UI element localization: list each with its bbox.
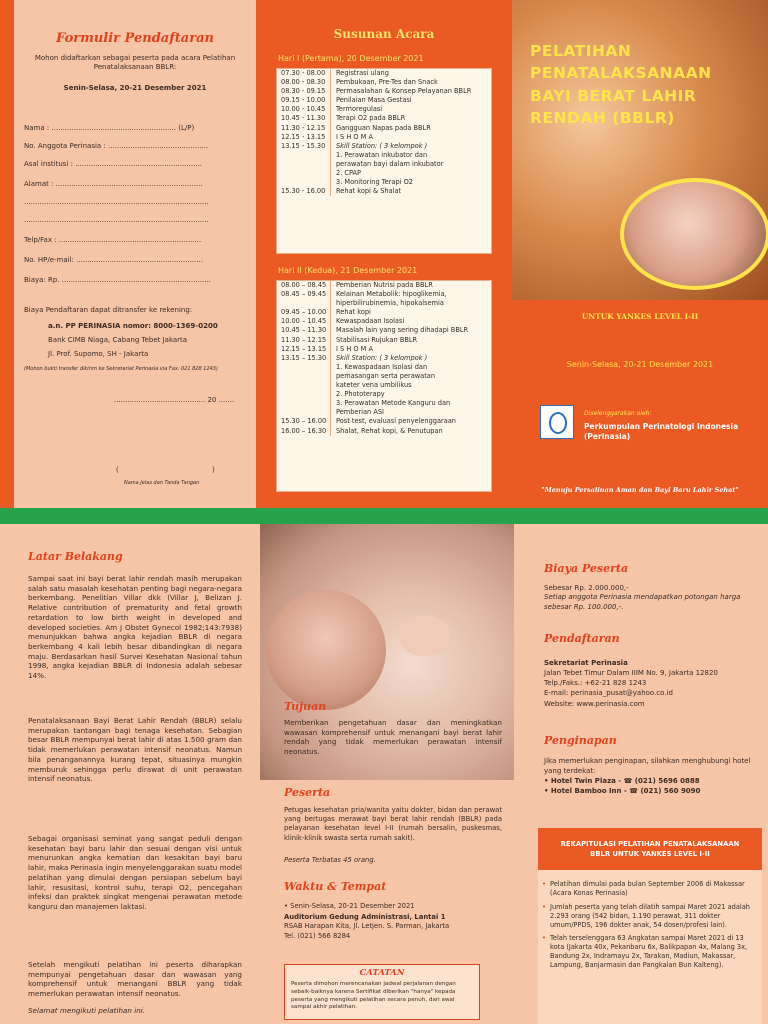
schedule-time <box>277 363 331 372</box>
venue-place: Auditorium Gedung Administrasi, Lantai 1 <box>284 913 446 922</box>
schedule-activity: 2. CPAP <box>336 169 362 178</box>
participants-title: Peserta <box>284 786 331 799</box>
background-paragraph-3: Sebagai organisasi seminat yang sangat peduli dengan kesehatan bayi baru lahir dan sesuai dengan visi untuk menurunkan angka kematian dan kesakitan bayi baru lahir, maka Perinasia ingin menyelenggarakan suatu model pelatihan yang dimulai dengan persiapan sebelum bayi lahir, resusitasi, kontrol suhu, terapi O2, pencegahan infeksi dan praktek singkat mengenai perawatan metode kanguru dan manajemen laktasi. <box>28 834 242 912</box>
schedule-row <box>277 133 491 142</box>
schedule-row <box>277 124 491 133</box>
cover-date: Senin-Selasa, 20-21 Desember 2021 <box>566 360 714 369</box>
schedule-time: 10.45 – 11.30 <box>277 326 331 335</box>
schedule-row <box>277 399 491 408</box>
schedule-time: 13.15 - 15.30 <box>277 142 331 151</box>
fee-registration-panel <box>514 524 768 1024</box>
schedule-row <box>277 169 491 178</box>
schedule-time <box>277 160 331 169</box>
hotel-2-text: Hotel Bamboo Inn - ☎ (021) 560 9090 <box>550 787 701 796</box>
schedule-activity: Skill Station: ( 3 kelompok ) <box>336 141 428 150</box>
form-field-phone-fax[interactable]: Telp/Fax : ................................................................ <box>24 236 202 244</box>
baby-hand-shape <box>400 616 450 656</box>
hotel-1-text: Hotel Twin Plaza - ☎ (021) 5696 0888 <box>550 777 700 786</box>
form-title: Formulir Pendaftaran <box>56 31 214 46</box>
form-field-address-line3[interactable]: ................................................................................... <box>24 216 209 224</box>
schedule-time: 09.15 - 10.00 <box>277 96 331 105</box>
venue-date: • Senin-Selasa, 20-21 Desember 2021 <box>284 902 415 910</box>
schedule-activity: perawatan bayi dalam inkubator <box>336 159 444 168</box>
schedule-time: 08.00 – 08.45 <box>277 281 331 290</box>
form-field-address-line2[interactable]: ................................................................................... <box>24 198 209 206</box>
cover-title-line: BAYI BERAT LAHIR <box>530 86 697 105</box>
schedule-time: 08.00 - 08.30 <box>277 78 331 87</box>
background-closing: Selamat mengikuti pelatihan ini. <box>28 1006 146 1015</box>
schedule-row <box>277 354 491 363</box>
schedule-activity: Penilaian Masa Gestasi <box>336 96 412 105</box>
perinasia-logo-icon <box>540 405 574 439</box>
schedule-activity: Rehat kopi <box>336 308 371 317</box>
venue-phone: Tel. (021) 566 8284 <box>284 931 351 940</box>
transfer-note: (Mohon bukti transfer dikirim ke Sekretariat Perinasia via Fax. 021 828 1243) <box>24 366 218 372</box>
schedule-time: 12.15 - 13.15 <box>277 133 331 142</box>
bank-account: a.n. PP PERINASIA nomor: 8000-1369-0200 <box>48 322 218 330</box>
day1-header: Hari I (Pertama), 20 Desember 2021 <box>278 54 424 63</box>
schedule-activity: Skill Station: ( 3 kelompok ) <box>336 353 428 362</box>
organizer-name <box>584 422 760 442</box>
lodging-title: Penginapan <box>544 734 617 747</box>
lodging-text: Jika memerlukan penginapan, silahkan menghubungi hotel yang terdekat: <box>544 757 751 776</box>
schedule-activity: Termoregulasi <box>336 105 383 114</box>
schedule-time: 08.45 – 09.45 <box>277 290 331 299</box>
day2-header: Hari II (Kedua), 21 Desember 2021 <box>278 266 418 275</box>
background-paragraph-4: Setelah mengikuti pelatihan ini peserta diharapkan mempunyai pengetahuan dasar dan wawasan yang komprehensif untuk menangani BBLR yang tidak memerlukan perawatan intensif neonatus. <box>28 960 242 999</box>
schedule-row <box>277 69 491 78</box>
fee-amount: Sebesar Rp. 2.000.000,- <box>544 584 629 592</box>
form-field-mobile-email[interactable]: No. HP/e-mail: ......................................................... <box>24 256 203 264</box>
recap-title-line1: REKAPITULASI PELATIHAN PENATALAKSANAAN <box>560 840 740 848</box>
recap-list <box>542 880 758 975</box>
schedule-time <box>277 381 331 390</box>
form-field-address[interactable]: Alamat : .................................................................. <box>24 180 203 188</box>
details-panel <box>260 524 514 1024</box>
schedule-activity: Gangguan Napas pada BBLR <box>336 123 431 132</box>
schedule-row <box>277 427 491 436</box>
recap-header <box>538 828 762 870</box>
recap-item: • Telah terselenggara 63 Angkatan sampai Maret 2021 di 13 kota (Jakarta 40x, Pekanbaru 6x, Balikpapan 4x, Malang 3x, Bandung 2x, Indramayu 2x, Tarakan, Madiun, Makassar, Lampung, Banjarmasin dan Pangkalan Bun Kalteng). <box>542 934 758 970</box>
schedule-activity: Masalah lain yang sering dihadapi BBLR <box>336 326 469 335</box>
fee-title: Biaya Peserta <box>544 562 629 575</box>
schedule-row <box>277 326 491 335</box>
registration-phone: Telp./Faks.: +62-21 828 1243 <box>544 679 647 688</box>
schedule-time: 07.30 - 08.00 <box>277 69 331 78</box>
bank-name: Bank CIMB Niaga, Cabang Tebet Jakarta <box>48 336 188 344</box>
schedule-activity: Stabilisasi Rujukan BBLR <box>336 335 418 344</box>
schedule-time: 10.00 - 10.45 <box>277 105 331 114</box>
schedule-row <box>277 381 491 390</box>
schedule-time: 15.30 – 16.00 <box>277 417 331 426</box>
schedule-activity: 1. Kewaspadaan Isolasi dan <box>336 362 428 371</box>
organized-by-label: Diselenggarakan oleh: <box>584 410 652 417</box>
schedule-activity: Kelainan Metabolik: hipoglikemia, <box>336 290 447 299</box>
note-title: CATATAN <box>359 968 405 978</box>
schedule-row <box>277 408 491 417</box>
cover-title-line: PENATALAKSANAAN <box>530 64 712 83</box>
purpose-text: Memberikan pengetahuan dasar dan meningkatkan wawasan komprehensif untuk menangani bayi berat lahir rendah yang tidak memerlukan perawatan intensif neonatus. <box>284 718 502 757</box>
schedule-row <box>277 114 491 123</box>
recap-item: • Pelatihan dimulai pada bulan September 2006 di Makassar (Acara Konas Perinasia) <box>542 880 758 898</box>
schedule-row <box>277 160 491 169</box>
schedule-row <box>277 308 491 317</box>
schedule-time: 12.15 – 13.15 <box>277 345 331 354</box>
schedule-activity: pemasangan serta perawatan <box>336 371 436 380</box>
background-title: Latar Belakang <box>28 550 123 563</box>
schedule-time: 11.30 – 12.15 <box>277 336 331 345</box>
schedule-activity: 1. Perawatan inkubator dan <box>336 150 428 159</box>
venue-title: Waktu & Tempat <box>284 880 387 893</box>
schedule-time <box>277 408 331 417</box>
signature-bracket[interactable]: ( ) <box>116 466 215 474</box>
form-field-name[interactable]: Nama : ........................................................ (L/P) <box>24 124 195 132</box>
hotel-1: • Hotel Twin Plaza - ☎ (021) 5696 0888 <box>544 777 700 786</box>
schedule-row <box>277 336 491 345</box>
schedule-time: 13.15 – 15.30 <box>277 354 331 363</box>
schedule-time <box>277 299 331 308</box>
fee-info <box>544 584 756 612</box>
schedule-activity: Registrasi ulang <box>336 69 389 77</box>
recap-item: • Jumlah peserta yang telah dilatih sampai Maret 2021 adalah 2.293 orang (542 bidan, 1.190 perawat, 311 dokter umum/PPDS, 196 dokter anak, 54 dosen/profesi lain). <box>542 903 758 930</box>
schedule-activity: Rehat kopi & Shalat <box>336 187 402 196</box>
schedule-row <box>277 142 491 151</box>
venue-hospital: RSAB Harapan Kita, Jl. Letjen. S. Parman, Jakarta <box>284 922 450 931</box>
schedule-row <box>277 317 491 326</box>
schedule-activity: Kewaspadaan Isolasi <box>336 317 405 326</box>
schedule-activity: Post test, evaluasi penyelenggaraan <box>336 417 456 426</box>
schedule-row <box>277 290 491 299</box>
schedule-panel <box>256 0 512 508</box>
hotel-2: • Hotel Bamboo Inn - ☎ (021) 560 9090 <box>544 787 701 796</box>
purpose-title: Tujuan <box>284 700 327 713</box>
schedule-row <box>277 390 491 399</box>
schedule-row <box>277 78 491 87</box>
recap-title-line2: BBLR UNTUK YANKES LEVEL I-II <box>590 849 710 858</box>
schedule-activity: I S H O M A <box>336 344 373 353</box>
schedule-row <box>277 363 491 372</box>
registration-website[interactable]: Website: www.perinasia.com <box>544 699 645 708</box>
schedule-time: 09.45 – 10.00 <box>277 308 331 317</box>
registration-title: Pendaftaran <box>544 632 620 645</box>
schedule-row <box>277 417 491 426</box>
schedule-activity: 3. Monitoring Terapi O2 <box>336 178 413 187</box>
schedule-activity: Shalat, Rehat kopi, & Penutupan <box>336 426 443 435</box>
note-text: Peserta dimohon merencanakan jadwal perjalanan dengan sebaik-baiknya karena Sertifikat diberikan "hanya" kepada peserta yang mengikuti pelatihan secara penuh, dari awal sampai akhir pelatihan. <box>291 981 456 1011</box>
schedule-row <box>277 96 491 105</box>
transfer-intro: Biaya Pendaftaran dapat ditransfer ke rekening: <box>24 306 193 314</box>
cover-title-line: RENDAH (BBLR) <box>530 109 675 128</box>
participants-text: Petugas kesehatan pria/wanita yaitu dokter, bidan dan perawat yang bertugas merawat bayi berat lahir rendah (BBLR) pada pelayanan kesehatan level I-II (rumah bersalin, puskesmas, klinik-klinik swasta serta rumah sakit). <box>284 806 502 842</box>
schedule-activity: 2. Phototerapy <box>336 390 385 399</box>
schedule-time <box>277 372 331 381</box>
schedule-activity: hiperbilirubinemia, hipokalsemia <box>336 299 444 308</box>
schedule-row <box>277 187 491 196</box>
green-divider-stripe <box>0 508 768 524</box>
schedule-activity: 3. Perawatan Metode Kanguru dan <box>336 399 451 408</box>
schedule-row <box>277 105 491 114</box>
schedule-row <box>277 345 491 354</box>
schedule-time: 11.30 - 12.15 <box>277 124 331 133</box>
background-panel <box>0 524 260 1024</box>
venue-date-text: Senin-Selasa, 20-21 Desember 2021 <box>290 902 415 910</box>
schedule-time <box>277 178 331 187</box>
cover-level: UNTUK YANKES LEVEL I-II <box>581 312 699 321</box>
day1-table <box>276 68 492 254</box>
schedule-time: 16.00 – 16.30 <box>277 427 331 436</box>
schedule-activity: Terapi O2 pada BBLR <box>336 114 406 123</box>
schedule-activity: Pemberian ASI <box>336 408 384 417</box>
schedule-activity: I S H O M A <box>336 132 373 141</box>
cover-title <box>530 40 760 130</box>
schedule-time: 15.30 - 16.00 <box>277 187 331 196</box>
background-paragraph-1: Sampai saat ini bayi berat lahir rendah masih merupakan salah satu masalah kesehatan penting bagi negara-negara berkembang. Penelitian Villar dkk (Villar J, Belizan J. Relative contribution of prematurity and fetal growth retardation to low birth weight in developed and developed societies. Am J Obstet Gynecol 1982;143:7938) menunjukkan bahwa angka kejadian BBLR di negara berkembang 4 kali lebih besar dibandingkan di negara maju. Berdasarkan hasil Survei Kesehatan Nasional tahun 1998, angka kejadian BBLR di Indonesia adalah sebesar 14%. <box>28 574 242 681</box>
schedule-time <box>277 151 331 160</box>
schedule-time: 10.45 - 11.30 <box>277 114 331 123</box>
organizer-line1: Perkumpulan Perinatologi Indonesia <box>584 422 739 431</box>
schedule-title: Susunan Acara <box>333 27 435 41</box>
schedule-activity: Pembukaan, Pre-Tes dan Snack <box>336 78 438 87</box>
schedule-time <box>277 169 331 178</box>
registration-address: Jalan Tebet Timur Dalam IIIM No. 9, Jakarta 12820 <box>544 669 718 678</box>
lodging-info <box>544 756 758 797</box>
schedule-activity: Pemberian Nutrisi pada BBLR <box>336 281 433 289</box>
registration-email[interactable]: E-mail: perinasia_pusat@yahoo.co.id <box>544 689 673 698</box>
schedule-activity: kateter vena umbilikus <box>336 381 412 390</box>
organizer-line2: (Perinasia) <box>584 432 631 442</box>
cover-panel <box>512 0 768 508</box>
participants-limit: Peserta Terbatas 45 orang. <box>284 856 376 864</box>
form-field-fee[interactable]: Biaya: Rp. ................................................................... <box>24 276 211 284</box>
schedule-time: 08.30 - 09.15 <box>277 87 331 96</box>
day2-table <box>276 280 492 492</box>
schedule-row <box>277 87 491 96</box>
form-date: Senin-Selasa, 20-21 Desember 2021 <box>63 84 207 92</box>
schedule-time <box>277 390 331 399</box>
cover-motto: "Menuju Persalinan Aman dan Bayi Baru Lahir Sehat" <box>541 486 739 494</box>
schedule-activity: Permasalahan & Konsep Pelayanan BBLR <box>336 87 472 96</box>
background-paragraph-2: Penatalaksanaan Bayi Berat Lahir Rendah (BBLR) selalu merupakan tantangan bagi tenaga kesehatan. Sebagian besar BBLR mempunyai berat lahir di atas 1.500 gram dan tidak memerlukan perawatan intensif neonatus. Namun bila penanganannya kurang tepat, situasinya mungkin memburuk sehingga perlu dirawat di unit perawatan intensif neonatus. <box>28 716 242 784</box>
schedule-row <box>277 372 491 381</box>
schedule-row <box>277 281 491 290</box>
signature-caption: Nama Jelas dan Tanda Tangan <box>124 480 200 486</box>
schedule-time <box>277 399 331 408</box>
sleeping-baby-photo <box>620 178 768 290</box>
schedule-time: 10.00 – 10.45 <box>277 317 331 326</box>
registration-form-panel <box>14 0 256 508</box>
venue-info <box>284 902 502 941</box>
place-date-line[interactable]: ......................................... 20 ....... <box>114 396 235 404</box>
note-box <box>284 964 480 1020</box>
left-orange-stripe <box>0 0 14 508</box>
schedule-row <box>277 299 491 308</box>
schedule-row <box>277 178 491 187</box>
baby-head-shape <box>266 590 386 710</box>
form-field-institution[interactable]: Asal institusi : ......................................................... <box>24 160 203 168</box>
cover-title-line: PELATIHAN <box>530 42 632 60</box>
registration-office: Sekretariat Perinasia <box>544 659 628 667</box>
form-field-member-no[interactable]: No. Anggota Perinasia : ............................................. <box>24 142 209 150</box>
form-intro: Mohon didaftarkan sebagai peserta pada acara Pelatihan Penatalaksanaan BBLR: <box>34 54 236 72</box>
bank-address: Jl. Prof. Supomo, SH - Jakarta <box>48 350 149 358</box>
schedule-row <box>277 151 491 160</box>
fee-discount: Setiap anggota Perinasia mendapatkan potongan harga sebesar Rp. 100.000,-. <box>544 593 741 611</box>
registration-info <box>544 658 764 709</box>
